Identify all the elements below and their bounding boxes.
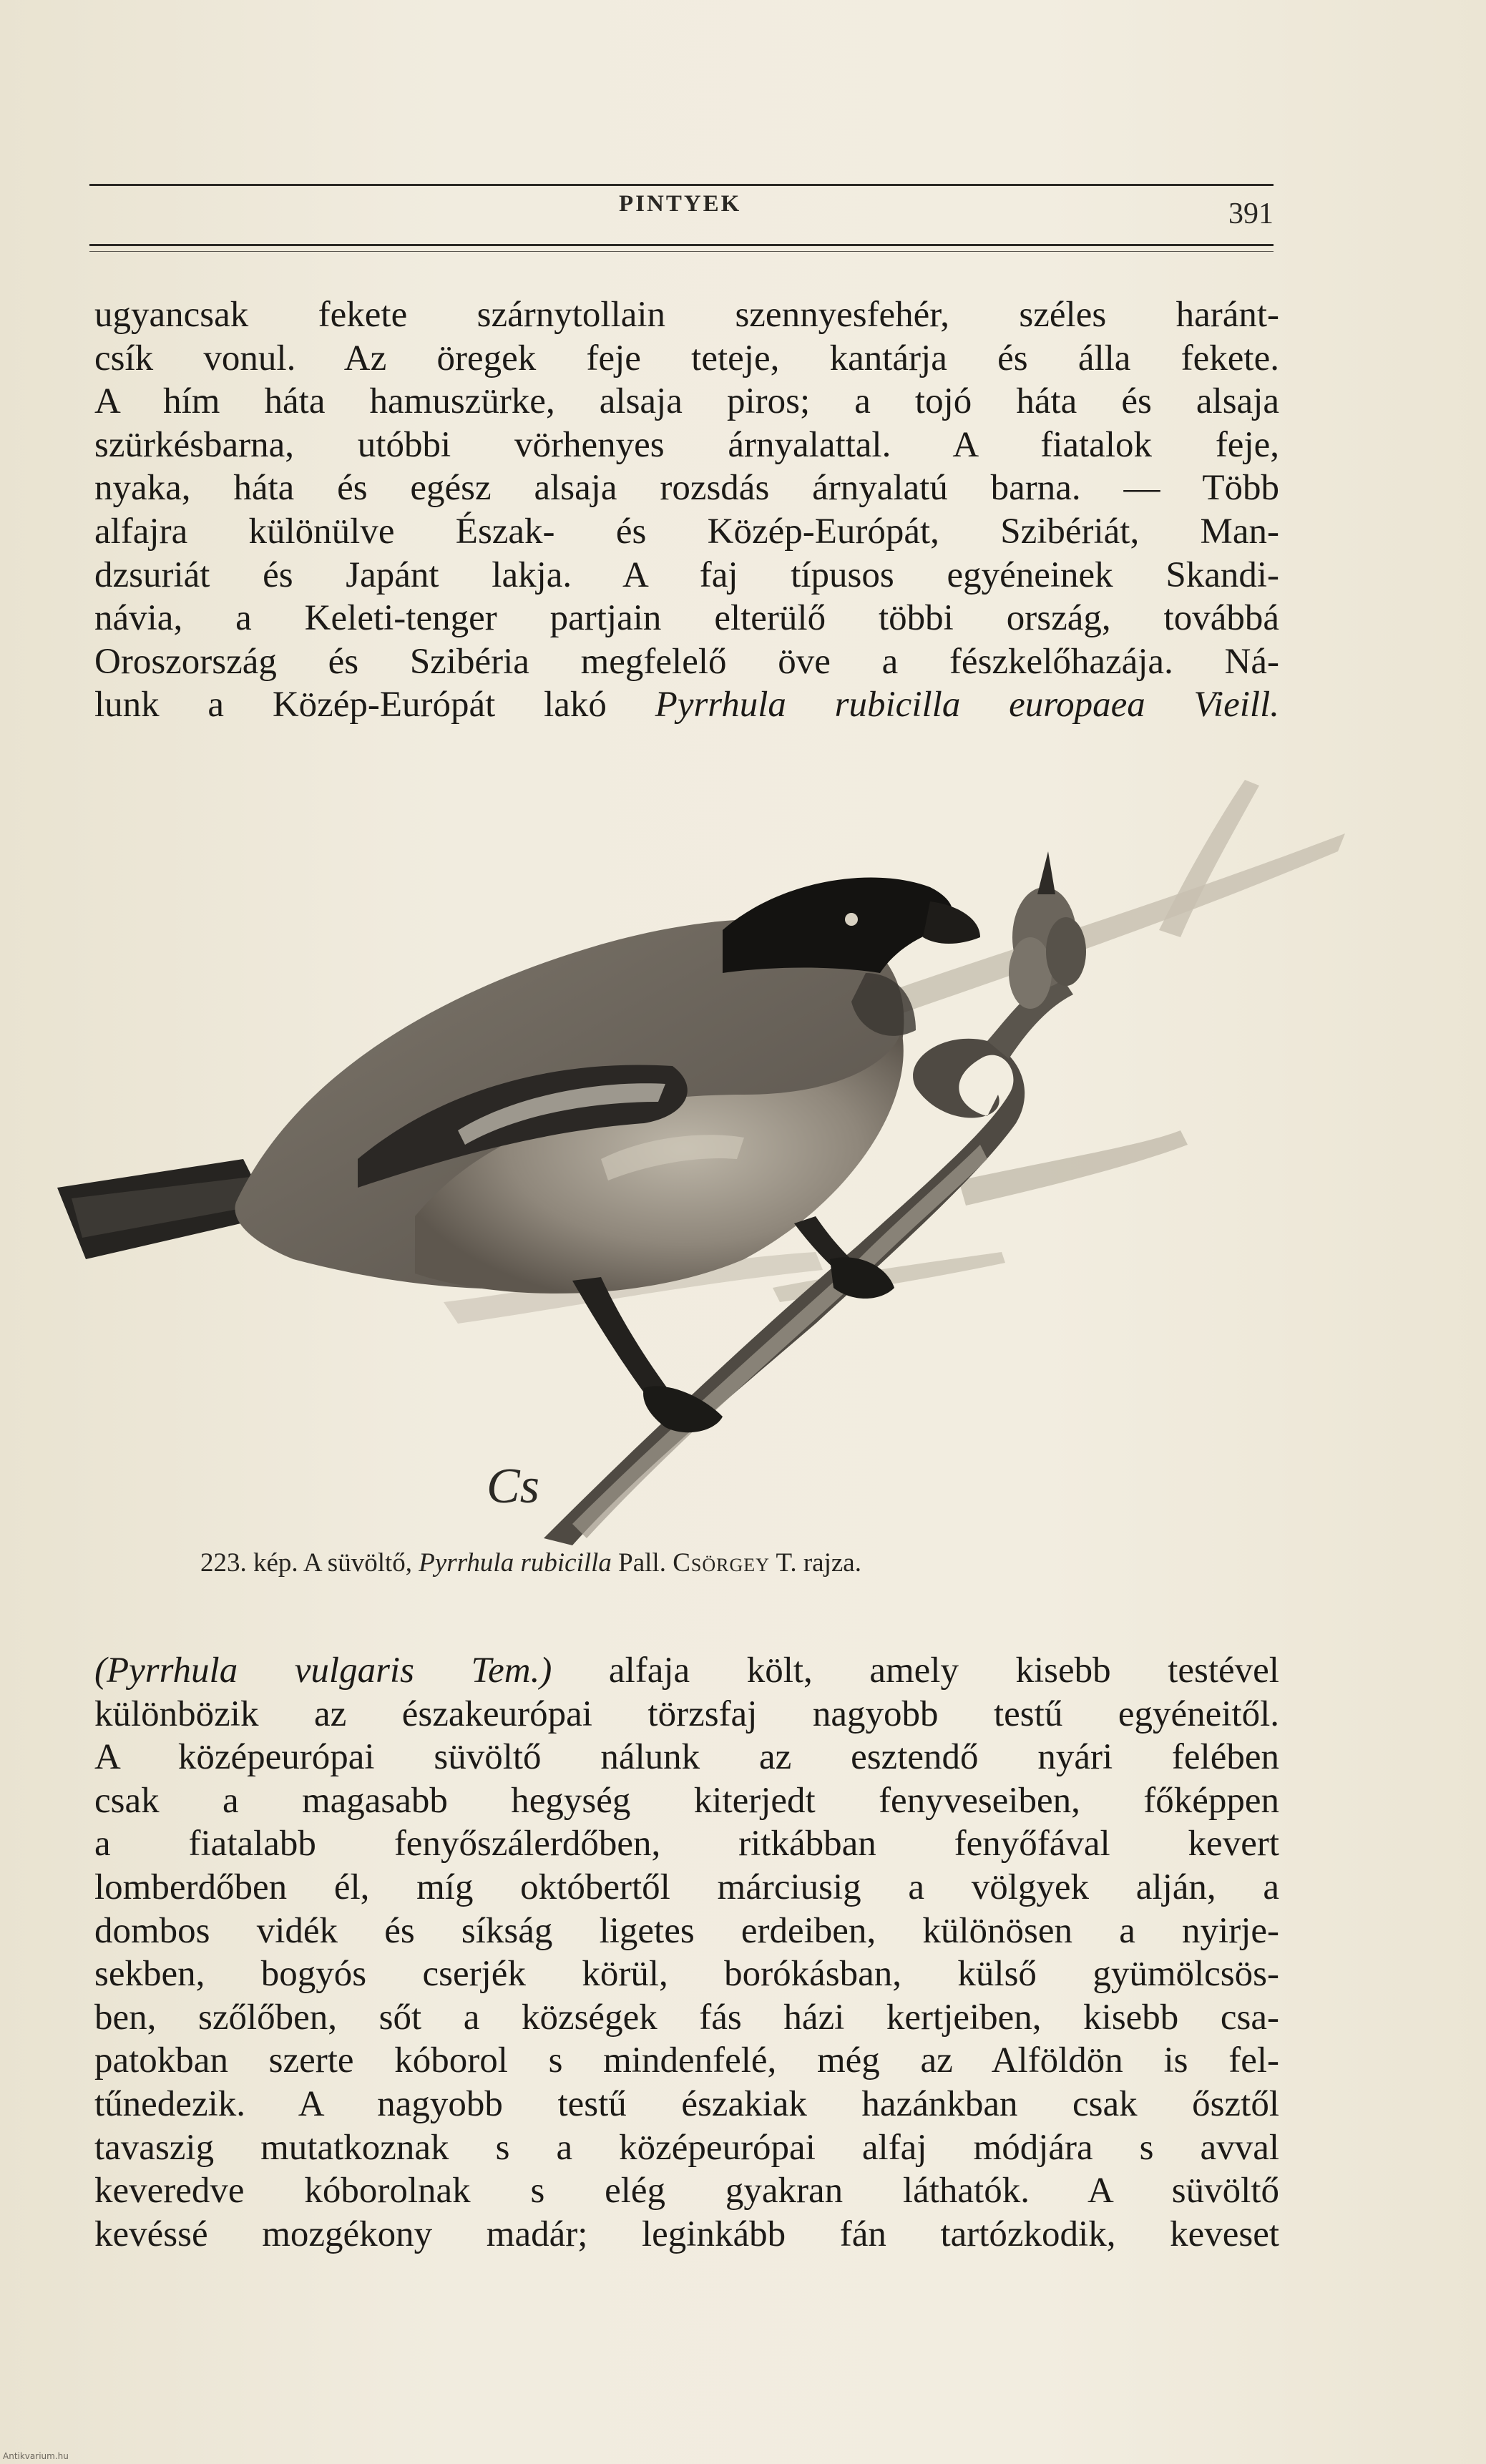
header-top-rule [89,184,1274,186]
page-header [89,175,1274,254]
text-line: kevéssé mozgékony madár; leginkább fán tartózkodik, keveset [94,2214,1279,2254]
caption-artist-initial: T. [769,1548,797,1578]
text-line: A középeurópai süvöltő nálunk az esztendő nyári felében [94,1737,1279,1778]
text-line: alfajra különülve Észak- és Közép-Európát, Szibériát, Man- [94,511,1279,552]
artist-monogram [487,1459,539,1514]
bottom-paragraph [94,1649,1279,2256]
caption-number: 223. kép. A süvöltő, [200,1548,419,1578]
caption-author: Pall. [611,1548,673,1578]
figure-caption [200,1548,1202,1578]
catkin-buds [1009,851,1086,1009]
caption-artist: Csörgey [673,1548,770,1578]
text-line: különbözik az északeurópai törzsfaj nagyobb testű egyéneitől. [94,1693,1279,1734]
text-line: a fiatalabb fenyőszálerdőben, ritkábban fenyőfával kevert [94,1824,1279,1864]
text-line-plain: alfaja költ, amely kisebb testével [552,1651,1279,1691]
text-line: sekben, bogyós cserjék körül, borókásban, külső gyümölcsös- [94,1954,1279,1995]
text-line: patokban szerte kóborol s mindenfelé, még az Alföldön is fel- [94,2040,1279,2081]
monogram-text: Cs [487,1459,539,1514]
header-bottom-thin-rule [89,251,1274,252]
caption-species: Pyrrhula rubicilla [419,1548,612,1578]
text-line: ben, szőlőben, sőt a községek fás házi kertjeiben, kisebb csa- [94,1997,1279,2038]
text-line: Oroszország és Szibéria megfelelő öve a fészkelőhazája. Ná- [94,641,1279,682]
species-name-italic: Pyrrhula rubicilla europaea Vieill. [655,685,1279,725]
text-line: tavaszig mutatkoznak s a középeurópai alfaj módjára s avval [94,2127,1279,2168]
bullfinch-bird [57,878,980,1433]
text-line [94,1649,1279,1693]
watermark: Antikvarium.hu [3,2451,69,2461]
page-number: 391 [1228,197,1274,230]
text-line: lomberdőben él, míg októbertől márciusig a völgyek alján, a [94,1867,1279,1907]
text-line: dzsuriát és Japánt lakja. A faj típusos egyéneinek Skandi- [94,554,1279,595]
top-paragraph [94,293,1279,727]
text-line-plain: lunk a Közép-Európát lakó [94,685,655,725]
text-line: keveredve kóborolnak s elég gyakran láthatók. A süvöltő [94,2171,1279,2211]
caption-suffix: rajza. [796,1548,861,1578]
text-line: ugyancsak fekete szárnytollain szennyesfehér, széles haránt- [94,295,1279,335]
text-line: návia, a Keleti-tenger partjain elterülő többi ország, továbbá [94,598,1279,639]
running-head: PINTYEK [619,191,742,217]
text-line: szürkésbarna, utóbbi vörhenyes árnyalattal. A fiatalok feje, [94,424,1279,465]
species-name-italic: (Pyrrhula vulgaris Tem.) [94,1651,552,1691]
text-line: csík vonul. Az öregek feje teteje, kantárja és álla fekete. [94,338,1279,378]
text-line: tűnedezik. A nagyobb testű északiak hazánkban csak ősztől [94,2083,1279,2124]
header-bottom-rule [89,244,1274,246]
text-line: A hím háta hamuszürke, alsaja piros; a tojó háta és alsaja [94,381,1279,422]
text-line: csak a magasabb hegység kiterjedt fenyveseiben, főképpen [94,1780,1279,1821]
text-line: dombos vidék és síkság ligetes erdeiben, különösen a nyirje- [94,1910,1279,1951]
text-line [94,683,1279,727]
bullfinch-illustration [57,758,1417,1560]
text-line: nyaka, háta és egész alsaja rozsdás árnyalatú barna. — Több [94,468,1279,509]
